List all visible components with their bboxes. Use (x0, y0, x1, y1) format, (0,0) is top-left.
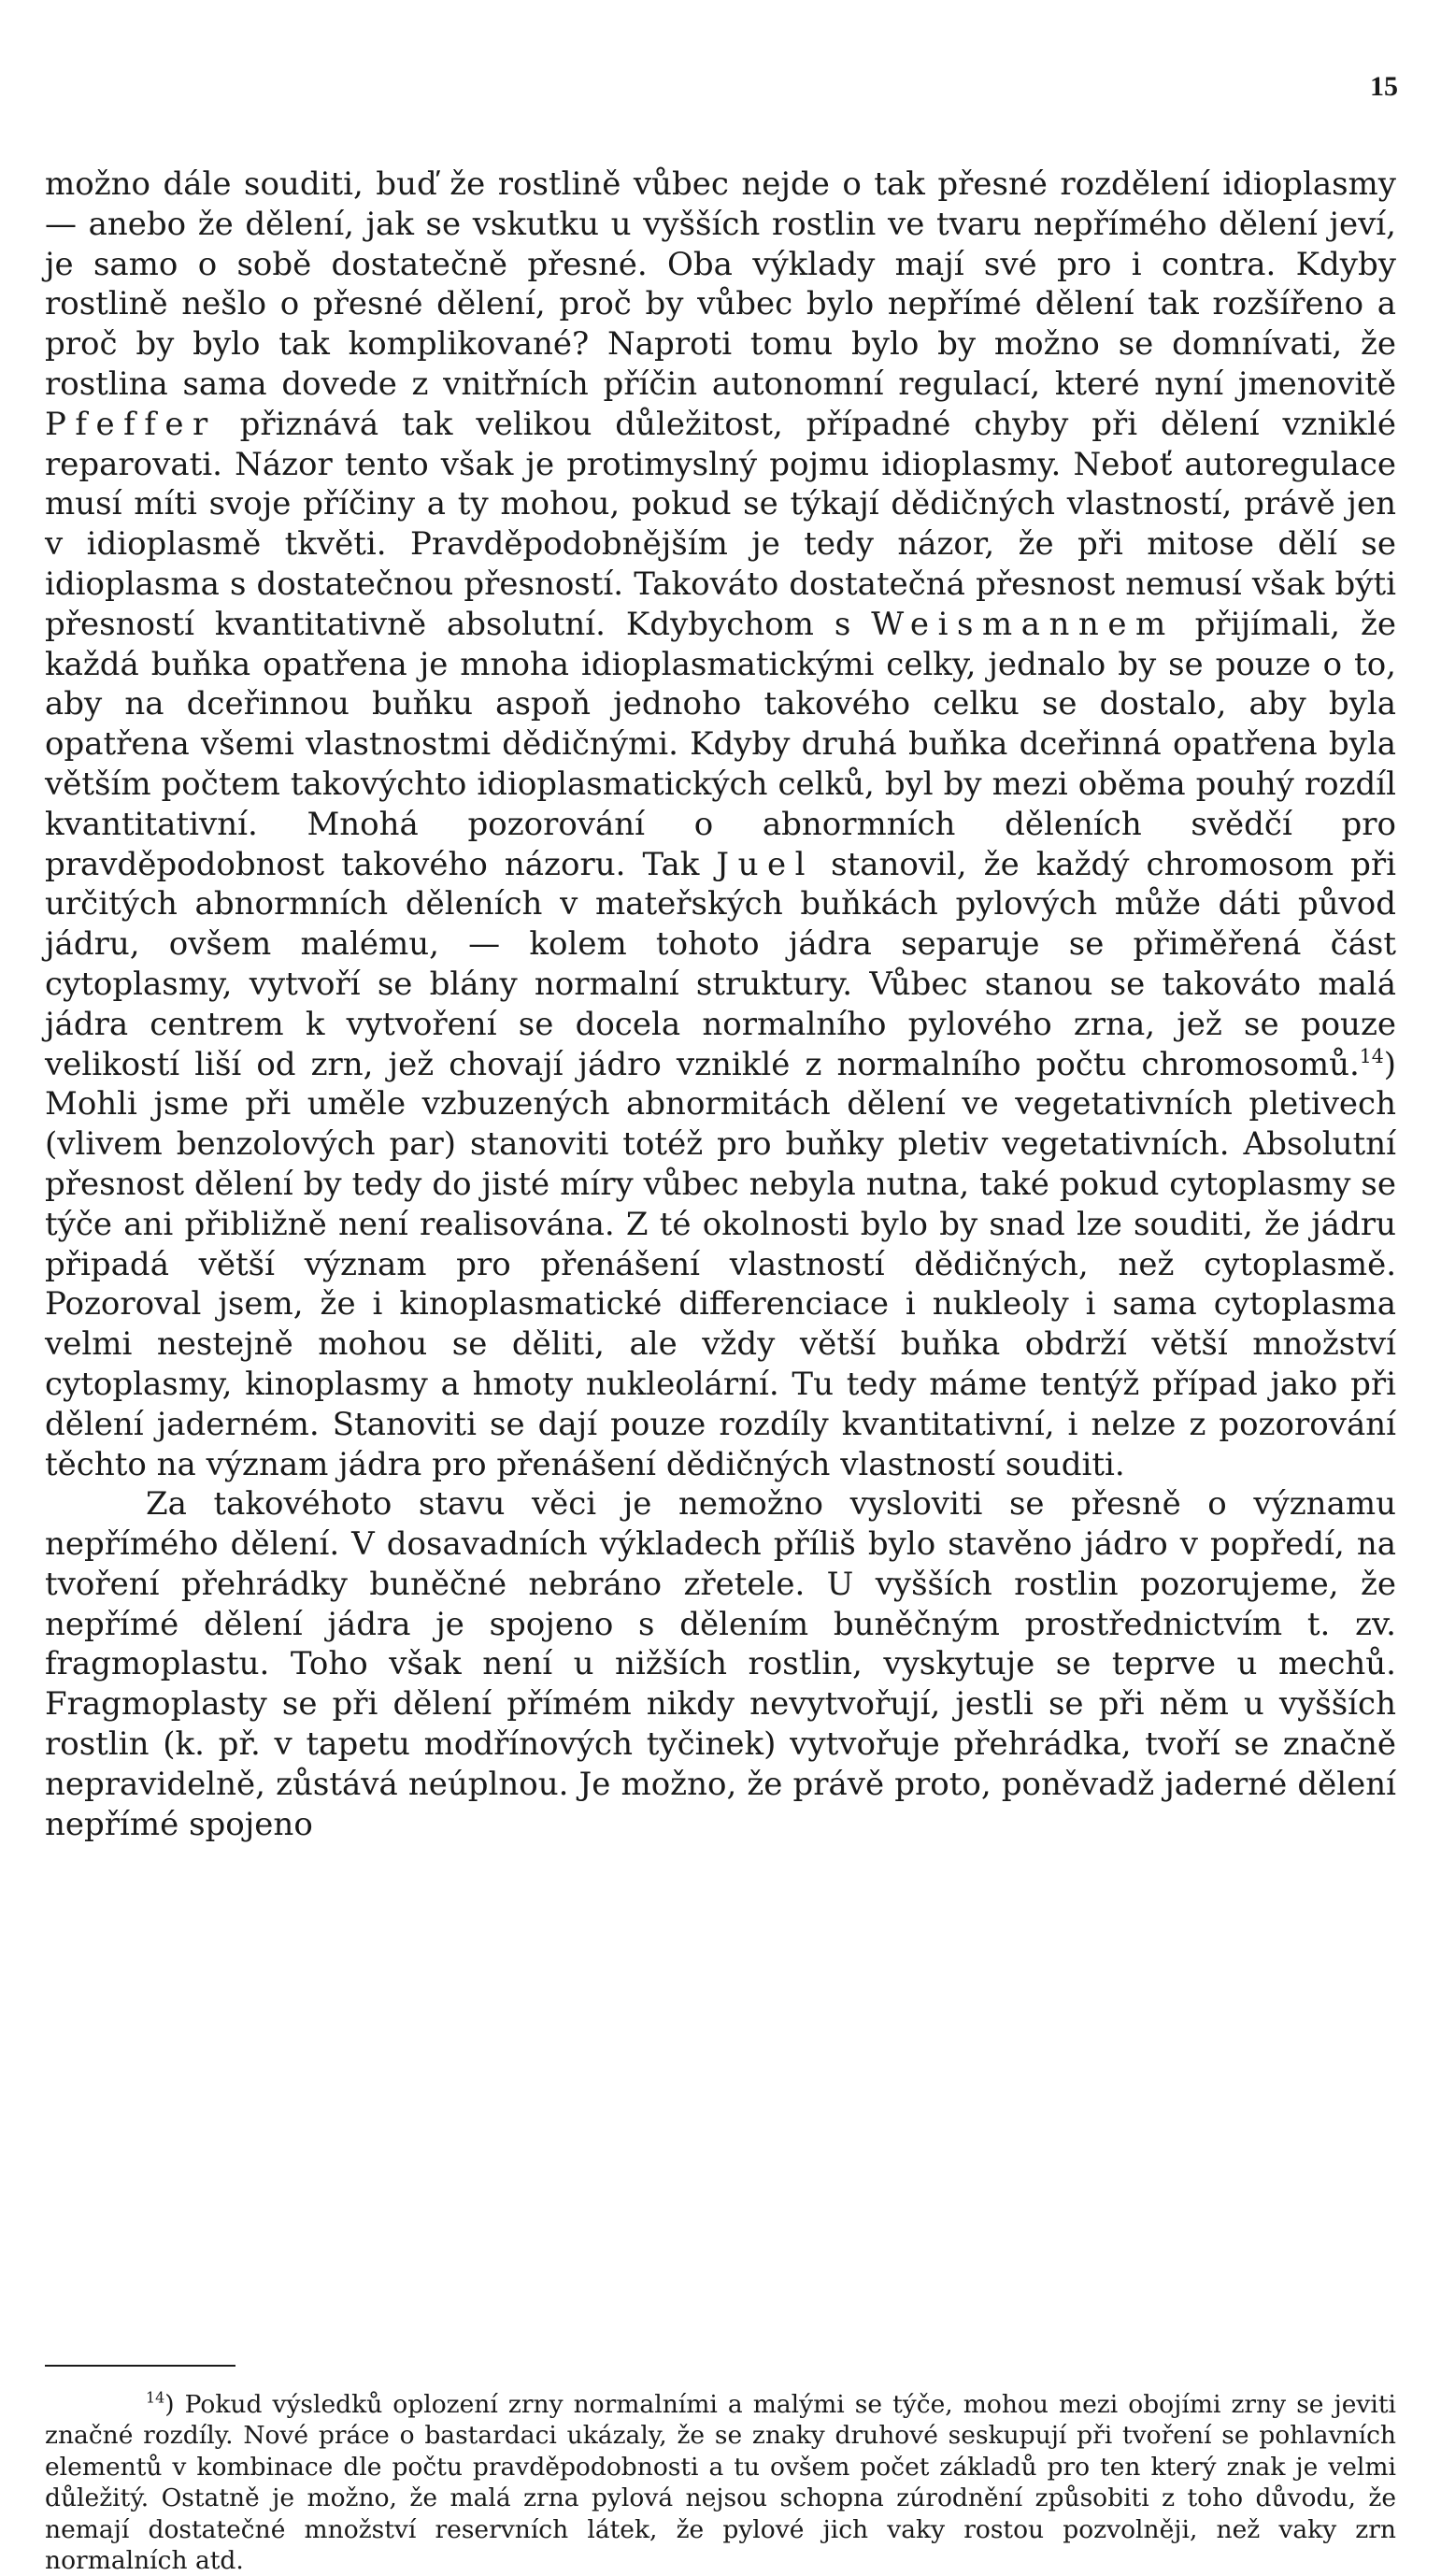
footnote-paragraph (45, 2389, 1396, 2576)
paragraph-1-text-e: ) Mohli jsme při uměle vzbuzených abnormitách dělení ve vegetativních pletivech (vlivem benzolových par) stanoviti totéž pro buňky pletiv vegetativních. Absolutní přesnost dělení by tedy do jisté míry vůbec nebyla nutna, také pokud cytoplasmy se týče ani přibližně není realisována. Z té okolnosti bylo by snad lze souditi, že jádru připadá větší význam pro přenášení vlastností dědičných, než cytoplasmě. Pozoroval jsem, že i kinoplasmatické differenciace i nukleoly i sama cytoplasma velmi nestejně mohou se děliti, ale vždy větší buňka obdrží větší množství cytoplasmy, kinoplasmy a hmoty nukleolární. Tu tedy máme tentýž případ jako při dělení jaderném. Stanoviti se dají pouze rozdíly kvantitativní, i nelze z pozorování těchto na význam jádra pro přenášení dědičných vlastností souditi. (45, 1045, 1396, 1483)
paragraph-1 (45, 165, 1396, 1484)
paragraph-1-text-a: možno dále souditi, buď že rostlině vůbec nejde o tak přesné rozdělení idioplasmy — anebo že dělení, jak se vskutku u vyšších rostlin ve tvaru nepřímého dělení jeví, je samo o sobě dostatečně přesné. Oba výklady mají své pro i contra. Kdyby rostlině nešlo o přesné dělení, proč by vůbec bylo nepřímé dělení tak rozšířeno a proč by bylo tak komplikované? Naproti tomu bylo by možno se domnívati, že rostlina sama dovede z vnitřních příčin autonomní regulací, které nyní jmenovitě (45, 165, 1396, 403)
main-text (45, 165, 1396, 1844)
author-name-juel: Juel (716, 845, 815, 883)
paragraph-2: Za takovéhoto stavu věci je nemožno vysloviti se přesně o významu nepřímého dělení. V dosavadních výkladech příliš bylo stavěno jádro v popředí, na tvoření přehrádky buněčné nebráno zřetele. U vyšších rostlin pozorujeme, že nepřímé dělení jádra je spojeno s dělením buněčným prostřednictvím t. zv. fragmoplastu. Toho však není u nižších rostlin, vyskytuje se teprve u mechů. Fragmoplasty se při dělení přímém nikdy nevytvořují, jestli se při něm u vyšších rostlin (k. př. v tapetu modřínových tyčinek) vytvořuje přehrádka, tvoří se značně nepravidelně, zůstává neúplnou. Je možno, že právě proto, poněvadž jaderné dělení nepřímé spojeno (45, 1485, 1396, 1843)
paragraph-1-text-d: stanovil, že každý chromosom při určitých abnormních děleních v mateřských buňkách pylových může dáti původ jádru, ovšem malému, — kolem tohoto jádra separuje se přiměřená část cytoplasmy, vytvoří se blány normalní struktury. Vůbec stanou se takováto malá jádra centrem k vytvoření se docela normalního pylového zrna, jež se pouze velikostí liší od zrn, jež chovají jádro vzniklé z normalního počtu chromosomů. (45, 845, 1397, 1083)
page-number: 15 (1370, 71, 1398, 102)
author-name-weismann: Weismannem (871, 605, 1175, 643)
footnote-reference: 14 (1359, 1044, 1384, 1067)
paragraph-1-text-b: přiznává tak velikou důležitost, případné chyby při dělení vzniklé reparovati. Názor tento však je protimyslný pojmu idioplasmy. Neboť autoregulace musí míti svoje příčiny a ty mohou, pokud se týkají dědičných vlastností, právě jen v idioplasmě tkvěti. Pravděpodobnějším je tedy názor, že při mitose dělí se idioplasma s dostatečnou přesností. Takováto dostatečná přesnost nemusí však býti přesností kvantitativně absolutní. Kdybychom s (45, 405, 1396, 643)
paragraph-1-text-c: přijímali, že každá buňka opatřena je mnoha idioplasmatickými celky, jednalo by se pouze o to, aby na dceřinnou buňku aspoň jednoho takového celku se dostalo, aby byla opatřena všemi vlastnostmi dědičnými. Kdyby druhá buňka dceřinná opatřena byla větším počtem takovýchto idioplasmatických celků, byl by mezi oběma pouhý rozdíl kvantitativní. Mnohá pozorování o abnormních děleních svědčí pro pravděpodobnost takového názoru. Tak (45, 605, 1396, 883)
footnote-separator (45, 2365, 235, 2367)
footnote (45, 2389, 1396, 2576)
author-name-pfeffer: Pfeffer (45, 405, 217, 443)
footnote-text: ) Pokud výsledků oplození zrny normalními a malými se týče, mohou mezi obojími zrny se jeviti značné rozdíly. Nové práce o bastardaci ukázaly, že se znaky druhové seskupují při tvoření se pohlavních elementů v kombinace dle počtu pravděpodobnosti a tu ovšem počet základů pro ten který znak je velmi důležitý. Ostatně je možno, že malá zrna pylová nejsou schopna zúrodnění způsobiti z toho důvodu, že nemají dostatečné množství reservních látek, že pylové jich vaky rostou pozvolněji, než vaky zrn normalních atd. (45, 2390, 1396, 2576)
footnote-marker: 14 (146, 2388, 165, 2407)
